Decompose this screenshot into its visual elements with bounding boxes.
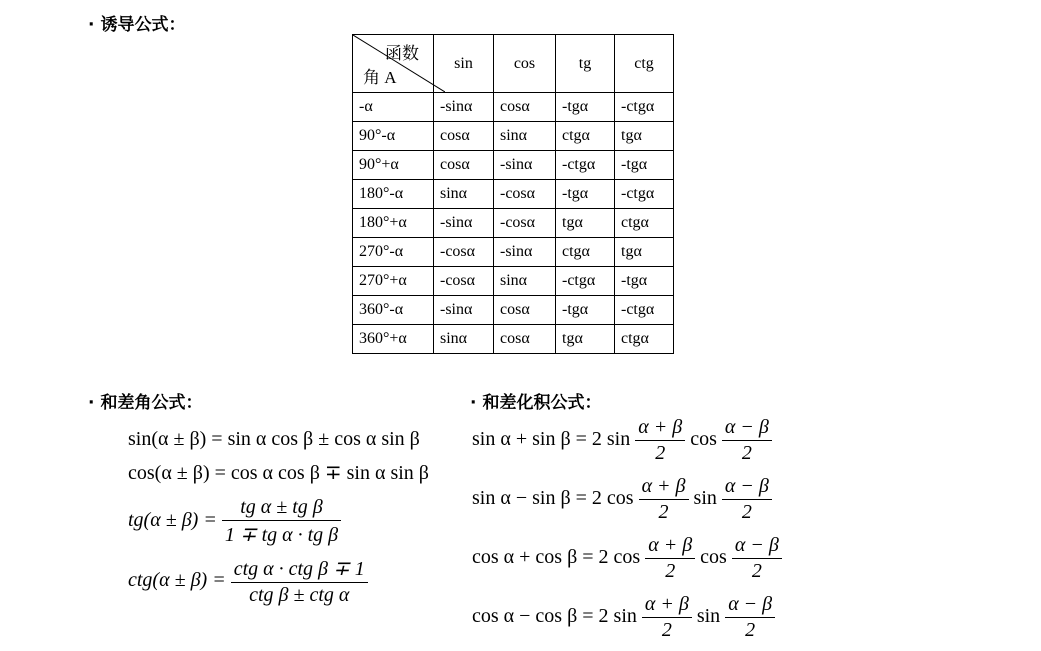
- value-cell: ctgα: [615, 209, 674, 238]
- value-cell: cosα: [434, 122, 494, 151]
- denominator: 2: [751, 560, 762, 582]
- numerator: α + β: [635, 416, 685, 441]
- value-cell: ctgα: [556, 238, 615, 267]
- column-header: cos: [494, 35, 556, 93]
- value-cell: cosα: [494, 93, 556, 122]
- angle-cell: 270°+α: [353, 267, 434, 296]
- angle-cell: 90°-α: [353, 122, 434, 151]
- value-cell: -ctgα: [615, 180, 674, 209]
- formula-sum-to-product: [472, 593, 775, 642]
- function-name: cos: [700, 546, 727, 569]
- numerator: α − β: [722, 416, 772, 441]
- value-cell: -ctgα: [556, 267, 615, 296]
- denominator: 2: [661, 619, 672, 641]
- bullet: ·: [88, 393, 95, 413]
- numerator: α + β: [639, 475, 689, 500]
- value-cell: sinα: [494, 122, 556, 151]
- bullet: ·: [470, 393, 477, 413]
- value-cell: -cosα: [434, 267, 494, 296]
- fraction: [725, 593, 775, 642]
- angle-cell: 270°-α: [353, 238, 434, 267]
- column-header: ctg: [615, 35, 674, 93]
- denominator: 2: [658, 501, 669, 523]
- value-cell: -cosα: [494, 209, 556, 238]
- value-cell: -ctgα: [615, 296, 674, 325]
- formula-lhs: sin α − sin β = 2 cos: [472, 487, 634, 510]
- table-row: [353, 267, 674, 296]
- heading-induction-formulas: · 诱导公式：: [88, 15, 186, 35]
- angle-cell: 360°-α: [353, 296, 434, 325]
- corner-label-angle: 角 A: [363, 68, 397, 87]
- value-cell: sinα: [434, 325, 494, 354]
- formula-cos-sum-difference: cos(α ± β) = cos α cos β ∓ sin α sin β: [128, 462, 429, 484]
- fraction: [722, 416, 772, 465]
- numerator: α − β: [732, 534, 782, 559]
- value-cell: tgα: [615, 122, 674, 151]
- value-cell: -sinα: [434, 296, 494, 325]
- angle-cell: 180°+α: [353, 209, 434, 238]
- table-row: [353, 180, 674, 209]
- formula-lhs: ctg(α ± β) =: [128, 569, 226, 592]
- value-cell: cosα: [494, 296, 556, 325]
- value-cell: tgα: [556, 325, 615, 354]
- value-cell: -sinα: [434, 93, 494, 122]
- fraction: [732, 534, 782, 583]
- numerator: α − β: [725, 593, 775, 618]
- denominator: 1 ∓ tg α · tg β: [224, 524, 339, 546]
- function-name: cos: [690, 428, 717, 451]
- value-cell: -tgα: [556, 93, 615, 122]
- value-cell: cosα: [434, 151, 494, 180]
- value-cell: sinα: [434, 180, 494, 209]
- value-cell: -tgα: [556, 180, 615, 209]
- fraction: [722, 475, 772, 524]
- value-cell: cosα: [494, 325, 556, 354]
- formula-sin-sum-difference: sin(α ± β) = sin α cos β ± cos α sin β: [128, 428, 420, 450]
- numerator: α + β: [645, 534, 695, 559]
- angle-cell: 180°-α: [353, 180, 434, 209]
- numerator: ctg α · ctg β ∓ 1: [231, 556, 368, 583]
- formula-tg-sum-difference: [128, 496, 341, 547]
- formula-lhs: tg(α ± β) =: [128, 509, 217, 532]
- numerator: tg α ± tg β: [222, 496, 341, 521]
- heading-sum-difference-formulas: · 和差角公式：: [88, 393, 203, 413]
- value-cell: ctgα: [615, 325, 674, 354]
- fraction: [231, 556, 368, 607]
- bullet: ·: [88, 15, 95, 35]
- value-cell: -ctgα: [615, 93, 674, 122]
- table-row: [353, 151, 674, 180]
- value-cell: -tgα: [615, 267, 674, 296]
- fraction: [645, 534, 695, 583]
- numerator: α + β: [642, 593, 692, 618]
- table-row: [353, 209, 674, 238]
- value-cell: sinα: [494, 267, 556, 296]
- fraction: [642, 593, 692, 642]
- table-corner-cell: [353, 35, 434, 93]
- denominator: 2: [665, 560, 676, 582]
- fraction: [639, 475, 689, 524]
- formula-ctg-sum-difference: [128, 556, 368, 607]
- formula-sum-to-product: [472, 534, 782, 583]
- formula-lhs: cos α + cos β = 2 cos: [472, 546, 641, 569]
- table-row: [353, 296, 674, 325]
- induction-formula-table: [352, 34, 674, 354]
- table-row: [353, 93, 674, 122]
- denominator: 2: [655, 442, 666, 464]
- table-row: [353, 325, 674, 354]
- value-cell: -tgα: [556, 296, 615, 325]
- value-cell: tgα: [615, 238, 674, 267]
- column-header: tg: [556, 35, 615, 93]
- value-cell: -sinα: [434, 209, 494, 238]
- value-cell: -cosα: [434, 238, 494, 267]
- denominator: ctg β ± ctg α: [249, 584, 350, 606]
- value-cell: -tgα: [615, 151, 674, 180]
- formula-lhs: sin α + sin β = 2 sin: [472, 428, 631, 451]
- function-name: sin: [696, 605, 721, 628]
- angle-cell: -α: [353, 93, 434, 122]
- heading-sum-to-product-formulas: · 和差化积公式：: [470, 393, 602, 413]
- column-header: sin: [434, 35, 494, 93]
- value-cell: -sinα: [494, 238, 556, 267]
- angle-cell: 360°+α: [353, 325, 434, 354]
- angle-cell: 90°+α: [353, 151, 434, 180]
- table-row: [353, 238, 674, 267]
- fraction: [635, 416, 685, 465]
- function-name: sin: [693, 487, 717, 510]
- table-header-row: [353, 35, 674, 93]
- corner-label-function: 函数: [385, 44, 419, 63]
- value-cell: -sinα: [494, 151, 556, 180]
- denominator: 2: [745, 619, 756, 641]
- fraction: [222, 496, 341, 547]
- formula-sum-to-product: [472, 475, 772, 524]
- denominator: 2: [741, 501, 752, 523]
- formula-sum-to-product: [472, 416, 772, 465]
- value-cell: ctgα: [556, 122, 615, 151]
- denominator: 2: [741, 442, 752, 464]
- value-cell: tgα: [556, 209, 615, 238]
- value-cell: -ctgα: [556, 151, 615, 180]
- numerator: α − β: [722, 475, 772, 500]
- formula-lhs: cos α − cos β = 2 sin: [472, 605, 637, 628]
- table-row: [353, 122, 674, 151]
- value-cell: -cosα: [494, 180, 556, 209]
